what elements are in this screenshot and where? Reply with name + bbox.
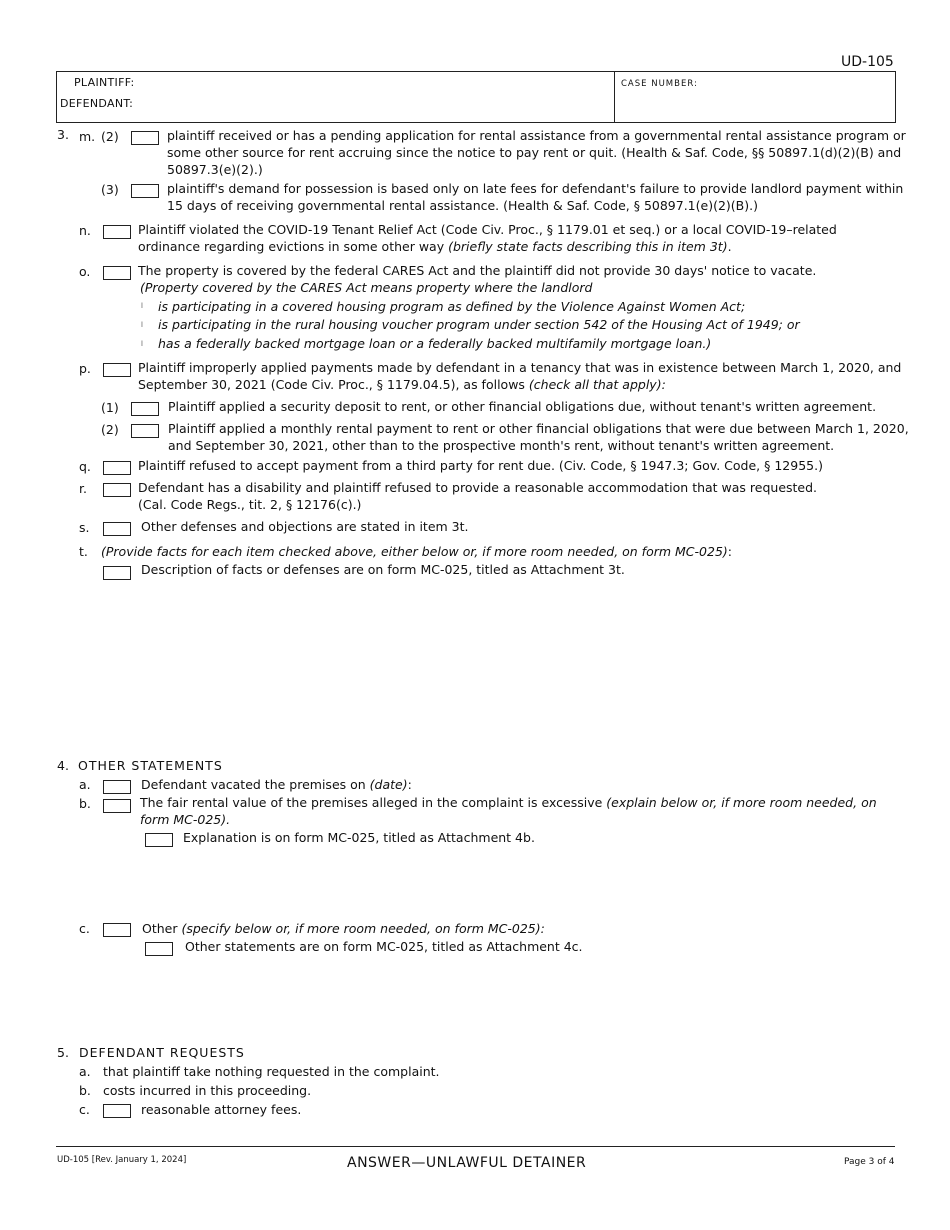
item3r-text-2: (Cal. Code Regs., tit. 2, § 12176(c).) [138, 497, 362, 512]
item5-title: DEFENDANT REQUESTS [79, 1045, 245, 1060]
item4-title: OTHER STATEMENTS [78, 758, 223, 773]
item3p2-text-1: Plaintiff applied a monthly rental payment to rent or other financial obligations that were due between March 1, 2020, [168, 421, 909, 436]
item4b-checkbox[interactable] [103, 799, 131, 813]
caption-box [56, 71, 896, 123]
footer-form-rev: UD-105 [Rev. January 1, 2024] [57, 1155, 187, 1165]
item4c-attach-checkbox[interactable] [145, 942, 173, 956]
item3p1-checkbox[interactable] [131, 402, 159, 416]
bullet-icon: l [141, 321, 143, 329]
case-number-label: CASE NUMBER: [621, 79, 698, 89]
item3n-text-2: ordinance regarding evictions in some other way (briefly state facts describing this in item 3t). [138, 239, 732, 254]
item3o-text-1: The property is covered by the federal CARES Act and the plaintiff did not provide 30 days' notice to vacate. [138, 263, 817, 278]
item4b-letter: b. [79, 796, 91, 811]
item5c-text: reasonable attorney fees. [141, 1102, 302, 1117]
item3p1-num: (1) [101, 400, 119, 415]
item3r-letter: r. [79, 481, 87, 496]
item4b-attach: Explanation is on form MC-025, titled as Attachment 4b. [183, 830, 535, 845]
footer-title: ANSWER—UNLAWFUL DETAINER [347, 1155, 587, 1171]
item4c-attach: Other statements are on form MC-025, titled as Attachment 4c. [185, 939, 583, 954]
item3q-letter: q. [79, 459, 91, 474]
item3n-text-1: Plaintiff violated the COVID-19 Tenant Relief Act (Code Civ. Proc., § 1179.01 et seq.) or a local COVID-19–related [138, 222, 837, 237]
item3p1-text: Plaintiff applied a security deposit to rent, or other financial obligations due, without tenant's written agreement. [168, 399, 877, 414]
item3p2-text-2: and September 30, 2021, other than to the prospective month's rent, without tenant's written agreement. [168, 438, 835, 453]
item5a-text: that plaintiff take nothing requested in the complaint. [103, 1064, 440, 1079]
item5c-letter: c. [79, 1102, 90, 1117]
item4a-text: Defendant vacated the premises on (date): [141, 777, 412, 792]
item3t-text: (Provide facts for each item checked above, either below or, if more room needed, on form MC-025): [101, 544, 733, 559]
item4c-checkbox[interactable] [103, 923, 131, 937]
item3m3-text-1: plaintiff's demand for possession is based only on late fees for defendant's failure to provide landlord payment within [167, 181, 904, 196]
item3t-checkbox[interactable] [103, 566, 131, 580]
item4-number: 4. [57, 758, 69, 773]
item3p-letter: p. [79, 361, 91, 376]
item3n-checkbox[interactable] [103, 225, 131, 239]
plaintiff-label: PLAINTIFF: [74, 76, 135, 89]
item3m2-checkbox[interactable] [131, 131, 159, 145]
item3s-checkbox[interactable] [103, 522, 131, 536]
item3m-letter: m. [79, 129, 96, 144]
bullet-icon: l [141, 302, 143, 310]
caption-divider [614, 71, 615, 123]
item4c-letter: c. [79, 921, 90, 936]
item3-number: 3. [57, 127, 69, 142]
item3m2-text-2: some other source for rent accruing since the notice to pay rent or quit. (Health & Saf. Code, §§ 50897.1(d)(2)(B) and [167, 145, 902, 160]
item3p2-checkbox[interactable] [131, 424, 159, 438]
item4a-checkbox[interactable] [103, 780, 131, 794]
footer-rule [56, 1146, 895, 1147]
item5-number: 5. [57, 1045, 69, 1060]
footer-page: Page 3 of 4 [844, 1157, 895, 1167]
item3m2-text-3: 50897.3(e)(2).) [167, 162, 263, 177]
item3p-text-1: Plaintiff improperly applied payments made by defendant in a tenancy that was in existence between March 1, 2020, and [138, 360, 902, 375]
item4b-text-2: form MC-025). [140, 812, 231, 827]
item3p2-num: (2) [101, 422, 119, 437]
bullet-icon: l [141, 340, 143, 348]
item3o-bullet-3: has a federally backed mortgage loan or a federally backed multifamily mortgage loan.) [158, 336, 712, 351]
item5a-letter: a. [79, 1064, 91, 1079]
item3s-letter: s. [79, 520, 90, 535]
item3m3-num: (3) [101, 182, 119, 197]
item4b-attach-checkbox[interactable] [145, 833, 173, 847]
item3r-text-1: Defendant has a disability and plaintiff refused to provide a reasonable accommodation that was requested. [138, 480, 818, 495]
item4a-letter: a. [79, 777, 91, 792]
item5b-letter: b. [79, 1083, 91, 1098]
item3r-checkbox[interactable] [103, 483, 131, 497]
item3p-text-2: September 30, 2021 (Code Civ. Proc., § 1179.04.5), as follows (check all that apply): [138, 377, 666, 392]
item3o-letter: o. [79, 264, 91, 279]
item5b-text: costs incurred in this proceeding. [103, 1083, 312, 1098]
item3q-checkbox[interactable] [103, 461, 131, 475]
defendant-label: DEFENDANT: [60, 97, 134, 110]
item3o-text-2: (Property covered by the CARES Act means property where the landlord [140, 280, 593, 295]
item4c-text: Other (specify below or, if more room needed, on form MC-025): [142, 921, 545, 936]
item3o-bullet-2: is participating in the rural housing voucher program under section 542 of the Housing Act of 1949; or [158, 317, 800, 332]
item3q-text: Plaintiff refused to accept payment from a third party for rent due. (Civ. Code, § 1947.3; Gov. Code, § 12955.) [138, 458, 823, 473]
item3p-checkbox[interactable] [103, 363, 131, 377]
item3o-checkbox[interactable] [103, 266, 131, 280]
item3t-attach: Description of facts or defenses are on form MC-025, titled as Attachment 3t. [141, 562, 625, 577]
item3m2-text-1: plaintiff received or has a pending application for rental assistance from a governmental rental assistance program or [167, 128, 906, 143]
item3m3-checkbox[interactable] [131, 184, 159, 198]
item3s-text: Other defenses and objections are stated in item 3t. [141, 519, 469, 534]
item3m3-text-2: 15 days of receiving governmental rental assistance. (Health & Saf. Code, § 50897.1(e)(2)(B).) [167, 198, 758, 213]
item4b-text-1: The fair rental value of the premises alleged in the complaint is excessive (explain below or, if more room needed, on [140, 795, 877, 810]
item3t-letter: t. [79, 544, 88, 559]
form-id: UD-105 [841, 54, 894, 70]
item3o-bullet-1: is participating in a covered housing program as defined by the Violence Against Women Act; [158, 299, 746, 314]
item3m2-num: (2) [101, 129, 119, 144]
item3n-letter: n. [79, 223, 91, 238]
item5c-checkbox[interactable] [103, 1104, 131, 1118]
